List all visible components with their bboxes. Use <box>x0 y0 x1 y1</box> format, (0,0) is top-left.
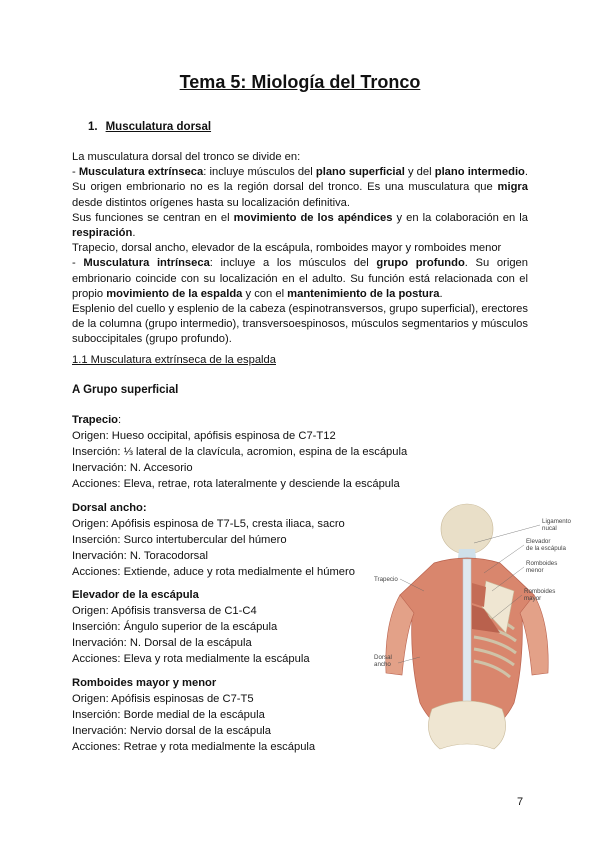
label-ligamento-nucal: Ligamento nucal <box>542 518 571 532</box>
section-number: 1. <box>88 121 98 133</box>
muscle-block-romboides <box>72 675 315 755</box>
subsection-heading: 1.1 Musculatura extrínseca de la espalda <box>72 354 276 366</box>
muscle-inervacion: Inervación: N. Toracodorsal <box>72 550 208 562</box>
section-heading <box>88 121 211 133</box>
muscle-block-trapecio: Trapecio: Origen: Hueso occipital, apófisis espinosa de C7-T12 Inserción: ⅓ lateral de la clavícula, acromion, espina de la escápula Inervación: N. Accesorio Acciones: Eleva, retrae, rota lateralmente y desciende la escápula <box>72 414 408 490</box>
muscle-name: Trapecio <box>72 414 119 426</box>
intrinseca-paragraph: - Musculatura intrínseca: incluye a los músculos del grupo profundo. Su origen embrionario coincide con su localización en el adulto. Su función está relacionada con el propio movimiento de la espalda y con el mantenimiento de la postura. <box>72 257 528 300</box>
label-romboides-menor: Romboides menor <box>526 560 558 574</box>
anatomy-figure-svg <box>374 503 571 765</box>
muscle-insercion: Inserción: Ángulo superior de la escápula <box>72 621 278 633</box>
label-romboides-mayor: Romboides mayor <box>524 588 556 602</box>
muscle-insercion: Inserción: ⅓ lateral de la clavícula, acromion, espina de la escápula <box>72 446 408 458</box>
muscle-name: Elevador de la escápula <box>72 589 199 601</box>
muscle-origen: Origen: Apófisis espinosa de T7-L5, cresta iliaca, sacro <box>72 518 345 530</box>
group-heading: A Grupo superficial <box>72 384 179 396</box>
label-trapecio: Trapecio <box>374 576 398 583</box>
label-elevador: Elevador de la escápula <box>526 538 566 552</box>
label-dorsal-ancho: Dorsal ancho <box>374 654 392 668</box>
page-title: Tema 5: Miología del Tronco <box>179 72 421 92</box>
muscle-acciones: Acciones: Extiende, aduce y rota medialmente el húmero <box>72 566 355 578</box>
muscle-inervacion: Inervación: Nervio dorsal de la escápula <box>72 725 271 737</box>
skull-shape <box>441 504 493 554</box>
intro-line: La musculatura dorsal del tronco se divide en: <box>72 151 301 163</box>
muscle-acciones: Acciones: Retrae y rota medialmente la escápula <box>72 741 316 753</box>
back-muscles-illustration <box>374 503 571 765</box>
muscle-origen: Origen: Apófisis transversa de C1-C4 <box>72 605 257 617</box>
muscle-block-elevador <box>72 587 310 667</box>
muscle-inervacion: Inervación: N. Accesorio <box>72 462 193 474</box>
extrinseca-paragraph: - Musculatura extrínseca: incluye músculos del plano superficial y del plano intermedio. Su origen embrionario no es la región dorsal del tronco. Es una musculatura que migra desde distintos orígenes hasta su localización definitiva. <box>72 166 528 209</box>
intrinseca-list: Esplenio del cuello y esplenio de la cabeza (espinotransversos, grupo superficial), erectores de la columna (grupo intermedio), transversoespinosos, músculos segmentarios y músculos suboccipitales (grupo profundo). <box>72 303 528 346</box>
page-number: 7 <box>517 796 524 808</box>
muscle-insercion: Inserción: Surco intertubercular del húmero <box>72 534 287 546</box>
pelvis-shape <box>428 701 505 749</box>
muscle-origen: Origen: Hueso occipital, apófisis espinosa de C7-T12 <box>72 430 336 442</box>
muscle-insercion: Inserción: Borde medial de la escápula <box>72 709 265 721</box>
extrinseca-list: Trapecio, dorsal ancho, elevador de la escápula, romboides mayor y romboides menor <box>72 242 502 255</box>
muscle-name: Romboides mayor y menor <box>72 677 217 689</box>
intro-text <box>72 150 528 348</box>
muscle-block-dorsal-ancho <box>72 500 355 580</box>
muscle-acciones: Acciones: Eleva, retrae, rota lateralmente y desciende la escápula <box>72 478 400 490</box>
muscle-acciones: Acciones: Eleva y rota medialmente la escápula <box>72 653 310 665</box>
section-title: Musculatura dorsal <box>105 121 212 133</box>
rhomboid-minor-shape <box>472 583 486 607</box>
muscle-name: Dorsal ancho: <box>72 502 147 514</box>
funciones-paragraph: Sus funciones se centran en el movimiento de los apéndices y en la colaboración en la respiración. <box>72 211 529 240</box>
muscle-origen: Origen: Apófisis espinosas de C7-T5 <box>72 693 254 705</box>
muscle-inervacion: Inervación: N. Dorsal de la escápula <box>72 637 252 649</box>
